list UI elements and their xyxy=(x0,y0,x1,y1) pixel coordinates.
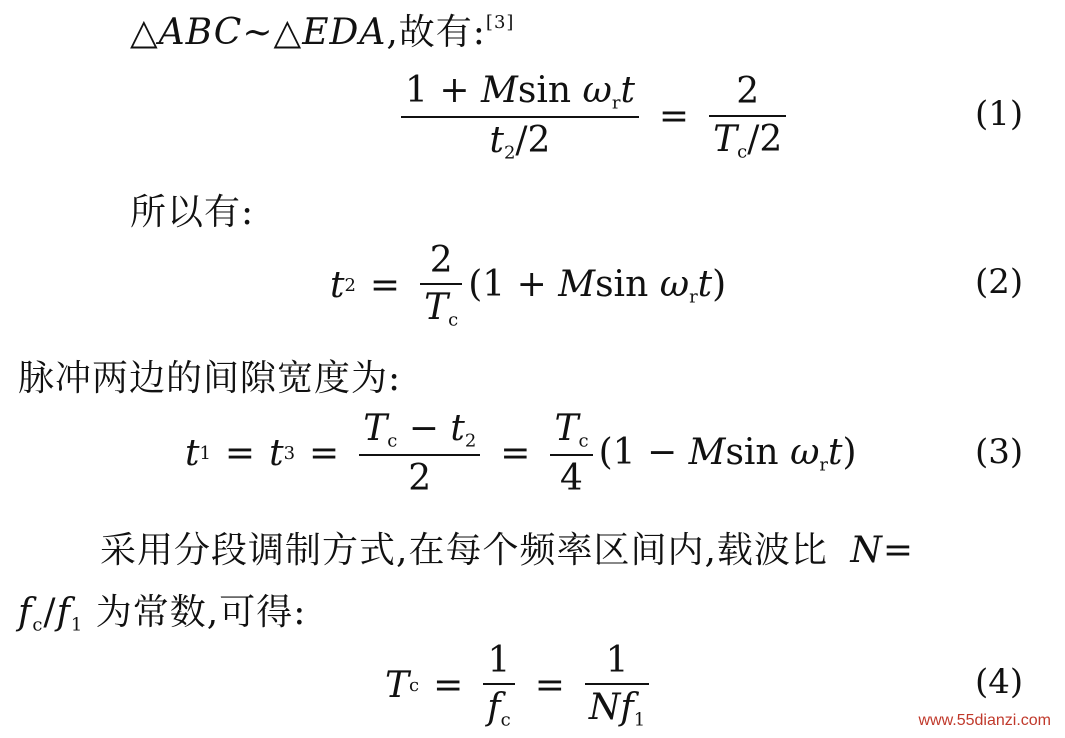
constant-text: 为常数,可得: xyxy=(83,592,307,633)
so-we-have-line: 所以有: xyxy=(130,192,255,233)
equation-2-number: (2) xyxy=(975,262,1024,302)
equals-sign: = xyxy=(882,530,915,571)
equation-4-number: (4) xyxy=(975,662,1024,702)
equation-1-number: (1) xyxy=(975,94,1024,134)
equation-4: T c = $\frac{1}{f_c}$ = $\frac{1}{Nf_1}$ xyxy=(385,640,655,731)
site-watermark: www.55dianzi.com xyxy=(918,712,1051,729)
eq3-fraction-b: $\frac{T_c}{4}$ xyxy=(550,408,592,499)
intro-line-similar-triangles xyxy=(130,4,514,55)
intro-text: ,故有: xyxy=(386,12,486,53)
pulse-gap-width-line: 脉冲两边的间隙宽度为: xyxy=(18,358,402,399)
equation-2: t 2 = $\frac{2}{T_c}$ (1 + Msin $\omega_rt$) xyxy=(330,240,727,331)
constant-line: $f_c/f_1$ 为常数,可得: xyxy=(18,592,307,636)
citation-ref: [3] xyxy=(485,11,515,33)
eq4-fraction-b: $\frac{1}{Nf_1}$ xyxy=(585,640,649,731)
eq1-rhs-fraction: $\frac{2}{T_c/2}$ xyxy=(709,71,786,162)
similar-triangles-statement: △ABC∼△EDA xyxy=(130,12,387,53)
equation-1: $\frac{1 + Msin \omega_rt}{t_2/2}$ = $\frac{2}{T_c/2}$ xyxy=(395,70,792,164)
carrier-ratio-variable: N xyxy=(850,530,883,571)
eq1-lhs-fraction: $\frac{1 + Msin \omega_rt}{t_2/2}$ xyxy=(401,70,639,164)
segmented-modulation-line xyxy=(100,522,914,573)
segmented-modulation-text: 采用分段调制方式,在每个频率区间内,载波比 xyxy=(100,530,828,571)
eq2-fraction: $\frac{2}{T_c}$ xyxy=(420,240,462,331)
eq4-fraction-a: $\frac{1}{f_c}$ xyxy=(483,640,514,731)
equation-3: t 1 = t 3 = $\frac{T_c - t_2}{2}$ = $\frac{T_c}{4}$ (1 − Msin $\omega_rt$) xyxy=(185,408,857,499)
equation-3-number: (3) xyxy=(975,432,1024,472)
eq3-fraction-a: $\frac{T_c - t_2}{2}$ xyxy=(359,408,480,499)
